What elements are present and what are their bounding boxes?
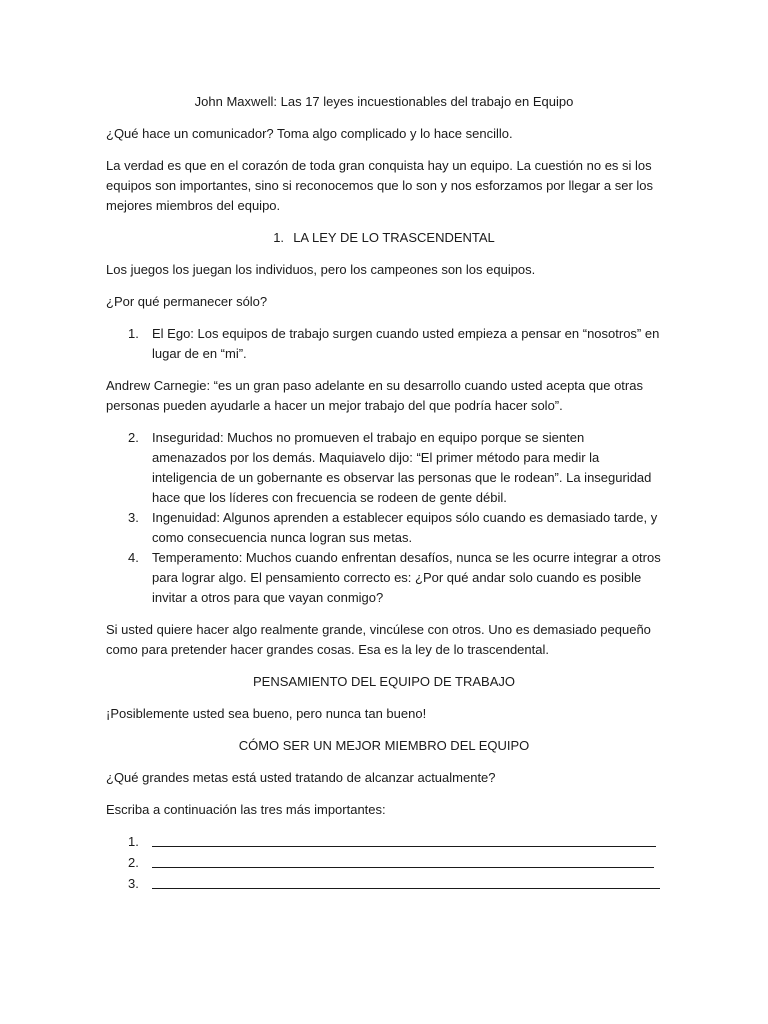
list-item-text: El Ego: Los equipos de trabajo surgen cuando usted empieza a pensar en “nosotros” en lugar de en “mi”. bbox=[152, 326, 660, 361]
paragraph-goals-question: ¿Qué grandes metas está usted tratando de alcanzar actualmente? bbox=[106, 770, 496, 785]
list-marker: 1. bbox=[128, 326, 139, 341]
heading-team-thinking: PENSAMIENTO DEL EQUIPO DE TRABAJO bbox=[253, 674, 515, 689]
paragraph-write-three: Escriba a continuación las tres más importantes: bbox=[106, 802, 386, 817]
list-item bbox=[106, 324, 662, 364]
list-item bbox=[106, 548, 662, 608]
list-item bbox=[106, 853, 662, 874]
list-item-text: Inseguridad: Muchos no promueven el trabajo en equipo porque se sienten amenazados por los demás. Maquiavelo dijo: “El primer método para medir la inteligencia de un gobernante es observar las personas que le rodean”. La inseguridad hace que los líderes con frecuencia se rodeen de gente débil. bbox=[152, 430, 652, 505]
document-title: John Maxwell: Las 17 leyes incuestionables del trabajo en Equipo bbox=[194, 94, 574, 109]
document-page bbox=[106, 92, 662, 907]
reasons-list-1 bbox=[106, 324, 662, 364]
list-item-text: Temperamento: Muchos cuando enfrentan desafíos, nunca se les ocurre integrar a otros para lograr algo. El pensamiento correcto es: ¿Por qué andar solo cuando es posible invitar a otros para que vayan conmigo? bbox=[152, 550, 661, 605]
list-item-text: Ingenuidad: Algunos aprenden a establecer equipos sólo cuando es demasiado tarde, y como consecuencia nunca logran sus metas. bbox=[152, 510, 658, 545]
list-item bbox=[106, 508, 662, 548]
answer-blanks-list bbox=[106, 832, 662, 895]
list-marker: 4. bbox=[128, 550, 139, 565]
paragraph-possibly-good: ¡Posiblemente usted sea bueno, pero nunca tan bueno! bbox=[106, 706, 427, 721]
list-item bbox=[106, 428, 662, 508]
list-marker: 2. bbox=[128, 430, 139, 445]
reasons-list-2 bbox=[106, 428, 662, 608]
section-number: 1. bbox=[273, 230, 285, 245]
section-heading-text: LA LEY DE LO TRASCENDENTAL bbox=[293, 230, 495, 245]
list-marker: 3. bbox=[128, 876, 139, 891]
paragraph-communicator: ¿Qué hace un comunicador? Toma algo complicado y lo hace sencillo. bbox=[106, 126, 513, 141]
section-heading-trascendental bbox=[106, 228, 662, 248]
list-marker: 1. bbox=[128, 834, 139, 849]
paragraph-team-truth: La verdad es que en el corazón de toda gran conquista hay un equipo. La cuestión no es si los equipos son importantes, sino si reconocemos que lo son y nos esforzamos por llegar a ser los mejores miembros del equipo. bbox=[106, 158, 654, 213]
heading-better-member: CÓMO SER UN MEJOR MIEMBRO DEL EQUIPO bbox=[238, 738, 530, 753]
answer-blank-line[interactable] bbox=[152, 832, 656, 847]
answer-blank-line[interactable] bbox=[152, 853, 654, 868]
list-marker: 2. bbox=[128, 855, 139, 870]
paragraph-conclusion: Si usted quiere hacer algo realmente grande, vincúlese con otros. Uno es demasiado pequeño como para pretender hacer grandes cosas. Esa es la ley de lo trascendental. bbox=[106, 622, 651, 657]
paragraph-carnegie-quote: Andrew Carnegie: “es un gran paso adelante en su desarrollo cuando usted acepta que otras personas pueden ayudarle a hacer un mejor trabajo del que podría hacer solo”. bbox=[106, 378, 643, 413]
list-marker: 3. bbox=[128, 510, 139, 525]
list-item bbox=[106, 832, 662, 853]
list-item bbox=[106, 874, 662, 895]
paragraph-games: Los juegos los juegan los individuos, pero los campeones son los equipos. bbox=[106, 262, 536, 277]
paragraph-why-alone: ¿Por qué permanecer sólo? bbox=[106, 294, 268, 309]
answer-blank-line[interactable] bbox=[152, 874, 660, 889]
